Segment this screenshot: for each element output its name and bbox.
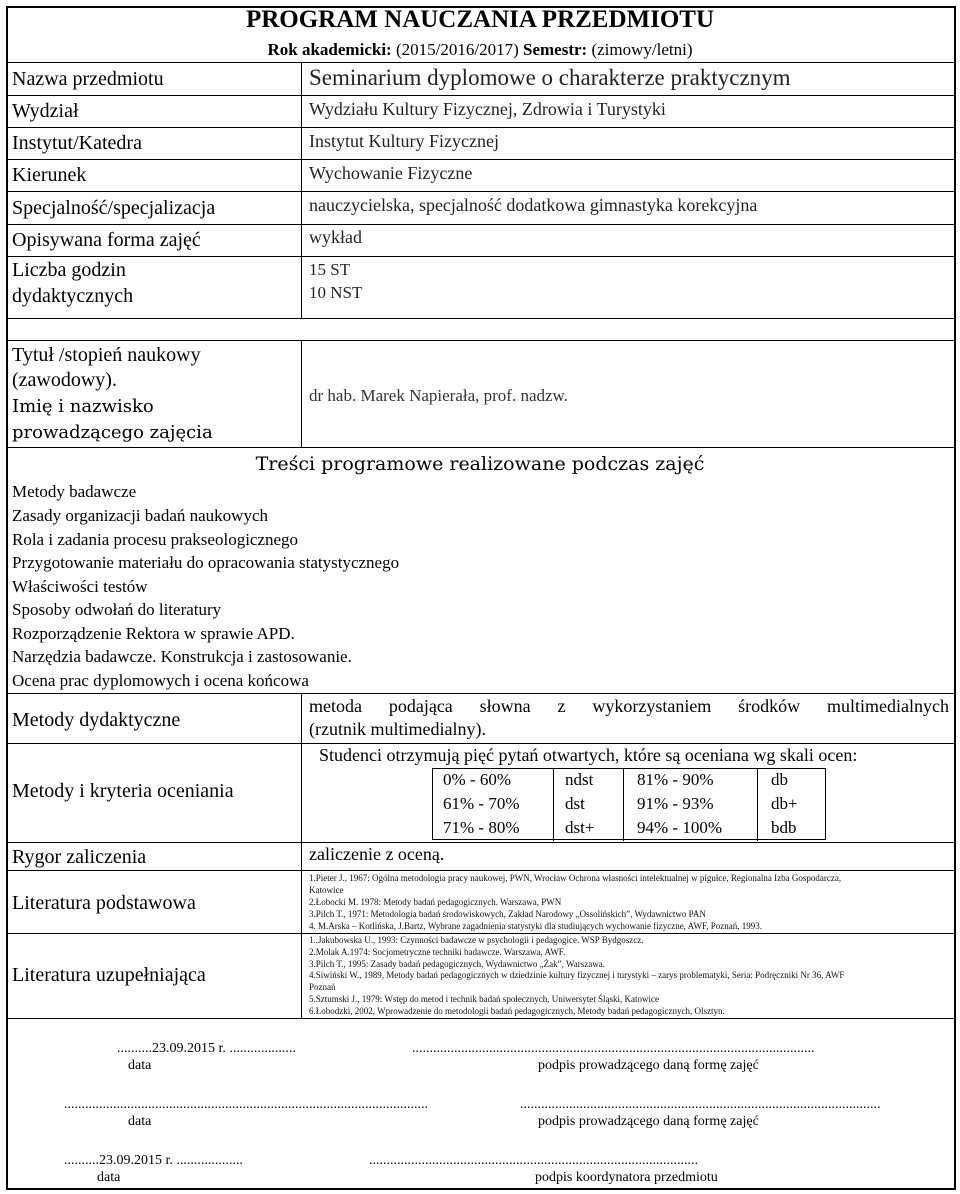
semester-value: (zimowy/letni) — [591, 40, 693, 59]
methods-label: Metody dydaktyczne — [12, 709, 181, 731]
literature-basic-item: Katowice — [309, 885, 344, 895]
row-divider — [6, 340, 956, 341]
row-divider — [6, 62, 956, 63]
row-divider — [6, 1018, 956, 1019]
year-label: Rok akademicki: — [267, 40, 392, 59]
grade-range: 61% - 70% — [443, 794, 520, 813]
date-line: ........................................................................................................ — [64, 1097, 428, 1112]
hours-st: 15 ST — [309, 260, 351, 279]
date-caption: data — [128, 1114, 152, 1129]
grade-range: 81% - 90% — [637, 770, 714, 789]
literature-basic-item: 3.Pilch T., 1971: Metodologia badań środowiskowych, Zakład Narodowy „Ossolińskich”, Wydawnictwo PAN — [309, 909, 706, 919]
column-divider — [301, 62, 302, 318]
grade-symbol: bdb — [771, 818, 797, 837]
literature-extra-item: 6.Łobodzki, 2002, Wprowadzenie do metodologii badań pedagogicznych, Metody badań pedagogicznych, Olsztyn. — [309, 1006, 725, 1016]
specialization-value: nauczycielska, specjalność dodatkowa gimnastyka korekcyjna — [309, 195, 758, 215]
literature-basic-item: 2.Łobocki M. 1978: Metody badań pedagogicznych. Warszawa, PWN — [309, 897, 562, 907]
date-caption: data — [97, 1170, 121, 1185]
rigor-label: Rygor zaliczenia — [12, 846, 147, 868]
row-divider — [6, 933, 956, 934]
literature-basic-item: 4. M.Arska – Kotlińska, J.Bartz, Wybrane zagadnienia statystyki dla studiujących wychowanie fizyczne, AWF, Poznań, 1993. — [309, 921, 762, 931]
class-form-label: Opisywana forma zajęć — [12, 229, 201, 251]
field-label: Kierunek — [12, 164, 87, 186]
semester-label: Semestr: — [523, 40, 588, 59]
institute-value: Instytut Kultury Fizycznej — [309, 131, 499, 151]
date-caption: data — [128, 1058, 152, 1073]
literature-extra-label: Literatura uzupełniająca — [12, 964, 206, 986]
rigor-value: zaliczenie z oceną. — [309, 844, 445, 864]
row-divider — [6, 318, 956, 319]
topic-item: Zasady organizacji badań naukowych — [12, 506, 269, 525]
signature-caption: podpis prowadzącego daną formę zajęć — [538, 1114, 759, 1129]
page-title: PROGRAM NAUCZANIA PRZEDMIOTU — [245, 6, 715, 33]
faculty-value: Wydziału Kultury Fizycznej, Zdrowia i Turystyki — [309, 99, 666, 119]
literature-basic-item: 1.Pieter J., 1967: Ogólna metodologia pracy naukowej, PWN, Wrocław Ochrona własności intelektualnej w pigułce, Regionalna Izba Gospodarcza, — [309, 873, 842, 883]
topic-item: Sposoby odwołań do literatury — [12, 600, 222, 619]
topic-item: Ocena prac dyplomowych i ocena końcowa — [12, 671, 309, 690]
hours-nst: 10 NST — [309, 283, 363, 302]
literature-basic-label: Literatura podstawowa — [12, 892, 196, 914]
column-divider — [553, 769, 554, 841]
teacher-title-label: Tytuł /stopień naukowy — [12, 344, 201, 366]
grade-symbol: db+ — [771, 794, 798, 813]
column-divider — [301, 693, 302, 1018]
date-line: ..........23.09.2015 r. ................... — [117, 1041, 296, 1056]
topic-item: Narzędzia badawcze. Konstrukcja i zastosowanie. — [12, 647, 352, 666]
teacher-value: dr hab. Marek Napierała, prof. nadzw. — [309, 386, 568, 405]
topic-item: Przygotowanie materiału do opracowania statystycznego — [12, 553, 400, 572]
course-name-label: Nazwa przedmiotu — [12, 68, 164, 90]
assessment-intro: Studenci otrzymują pięć pytań otwartych, które są oceniana wg skali ocen: — [319, 745, 858, 765]
hours-label: Liczba godzin — [12, 259, 126, 281]
row-divider — [6, 127, 956, 128]
signature-line: .............................................................................................. — [369, 1153, 698, 1168]
signature-caption: podpis prowadzącego daną formę zajęć — [538, 1058, 759, 1073]
row-divider — [6, 743, 956, 744]
row-divider — [6, 159, 956, 160]
institute-label: Instytut/Katedra — [12, 132, 142, 154]
literature-extra-item: Poznań — [309, 982, 336, 992]
topic-item: Metody badawcze — [12, 482, 137, 501]
topic-item: Rola i zadania procesu prakseologicznego — [12, 530, 299, 549]
class-form-value: wykład — [309, 227, 362, 247]
row-divider — [6, 95, 956, 96]
row-divider — [6, 191, 956, 192]
grade-symbol: ndst — [565, 770, 594, 789]
row-divider — [6, 224, 956, 225]
methods-value: metoda podająca słowna z wykorzystaniem środków multimedialnych — [309, 696, 949, 716]
topic-item: Właściwości testów — [12, 577, 148, 596]
grade-range: 94% - 100% — [637, 818, 722, 837]
grade-range: 71% - 80% — [443, 818, 520, 837]
grade-symbol: db — [771, 770, 788, 789]
teacher-name-label: Imię i nazwisko — [12, 396, 154, 417]
teacher-title-label-2: (zawodowy). — [12, 369, 117, 391]
academic-year-line — [0, 40, 960, 60]
signature-line: ................................................................................................................... — [412, 1041, 815, 1056]
row-divider — [6, 256, 956, 257]
methods-value-2: (rzutnik multimedialny). — [309, 719, 486, 739]
literature-extra-item: 3.Pilch T., 1995: Zasady badań pedagogicznych, Wydawnictwo „Żak”, Warszawa. — [309, 959, 605, 969]
column-divider — [301, 340, 302, 447]
grade-symbol: dst+ — [565, 818, 595, 837]
date-line: ..........23.09.2015 r. ................... — [64, 1153, 243, 1168]
content-heading: Treści programowe realizowane podczas zajęć — [255, 453, 705, 475]
row-divider — [6, 693, 956, 694]
specialization-label: Specjalność/specjalizacja — [12, 197, 216, 219]
signature-line: ....................................................................................................... — [520, 1097, 881, 1112]
column-divider — [757, 769, 758, 841]
literature-extra-item: 5.Sztumski J., 1979: Wstęp do metod i technik badań społecznych, Uniwersytet Śląski, Katowice — [309, 994, 660, 1004]
literature-extra-item: 4.Siwiński W., 1989, Metody badań pedagogicznych w dziedzinie kultury fizycznej i turystyki – zarys problematyki, Seria: Podręczniki Nr 36, AWF — [309, 970, 845, 980]
topic-item: Rozporządzenie Rektora w sprawie APD. — [12, 624, 295, 643]
signature-caption: podpis koordynatora przedmiotu — [535, 1170, 718, 1185]
grade-range: 91% - 93% — [637, 794, 714, 813]
hours-label-2: dydaktycznych — [12, 285, 134, 307]
grading-scale-table — [432, 768, 826, 840]
literature-extra-item: 1..Jakubowska U., 1993: Czynności badawcze w psychologii i pedagogice. WSP Bydgoszcz. — [309, 935, 644, 945]
grade-range: 0% - 60% — [443, 770, 511, 789]
year-value: (2015/2016/2017) — [395, 40, 519, 59]
teacher-name-label-2: prowadzącego zajęcia — [12, 422, 213, 443]
row-divider — [6, 447, 956, 448]
faculty-label: Wydział — [12, 100, 79, 122]
row-divider — [6, 870, 956, 871]
grade-symbol: dst — [565, 794, 585, 813]
column-divider — [623, 769, 624, 841]
field-value: Wychowanie Fizyczne — [309, 163, 473, 183]
row-divider — [6, 842, 956, 843]
literature-extra-item: 2.Molak A.1974: Socjometryczne techniki badawcze. Warszawa, AWF. — [309, 947, 566, 957]
course-name-value: Seminarium dyplomowe o charakterze praktycznym — [309, 65, 791, 90]
assessment-label: Metody i kryteria oceniania — [12, 780, 234, 802]
